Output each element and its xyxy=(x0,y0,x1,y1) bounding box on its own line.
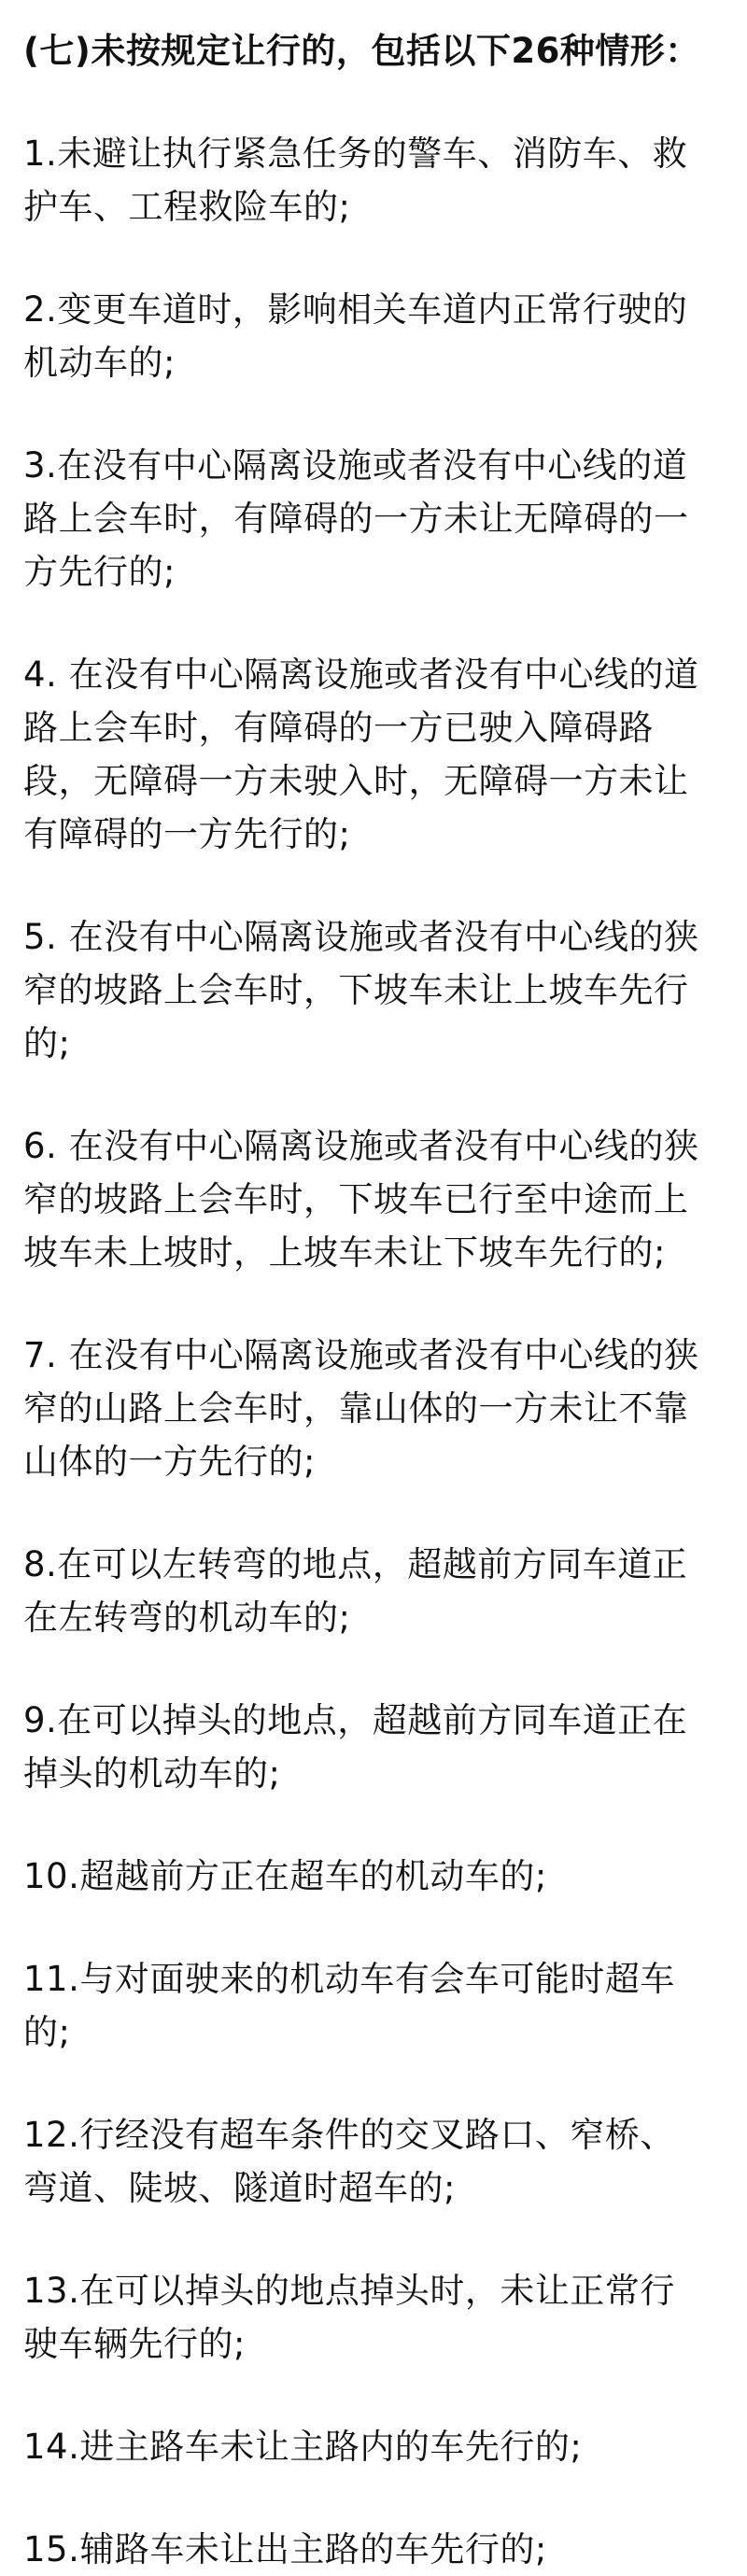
spacer xyxy=(23,2371,733,2420)
spacer xyxy=(23,389,733,439)
rule-item-10: 10.超越前方正在超车的机动车的; xyxy=(23,1856,547,1896)
spacer xyxy=(23,2059,733,2108)
rule-item-5: 5. 在没有中心隔离设施或者没有中心线的狭窄的坡路上会车时，下坡车未让上坡车先行的; xyxy=(23,917,699,1063)
rule-item-12: 12.行经没有超车条件的交叉路口、窄桥、弯道、陡坡、隧道时超车的; xyxy=(23,2115,675,2208)
rule-item-3: 3.在没有中心隔离设施或者没有中心线的道路上会车时，有障碍的一方未让无障碍的一方先行的; xyxy=(23,445,689,592)
rule-item-4: 4. 在没有中心隔离设施或者没有中心线的道路上会车时，有障碍的一方已驶入障碍路段，无障碍一方未驶入时，无障碍一方未让有障碍的一方先行的; xyxy=(23,655,699,854)
rule-item-6: 6. 在没有中心隔离设施或者没有中心线的狭窄的坡路上会车时，下坡车已行至中途而上坡车未上坡时，上坡车未让下坡车先行的; xyxy=(23,1126,699,1273)
rule-item-9: 9.在可以掉头的地点，超越前方同车道正在掉头的机动车的; xyxy=(23,1700,688,1794)
spacer xyxy=(23,2215,733,2264)
article-body xyxy=(23,24,733,2576)
rule-item-11: 11.与对面驶来的机动车有会车可能时超车的; xyxy=(23,1959,675,2052)
section-heading: (七)未按规定让行的，包括以下26种情形： xyxy=(23,31,700,71)
spacer xyxy=(23,2473,733,2523)
rule-item-13: 13.在可以掉头的地点掉头时，未让正常行驶车辆先行的; xyxy=(23,2271,675,2364)
rule-item-7: 7. 在没有中心隔离设施或者没有中心线的狭窄的山路上会车时，靠山体的一方未让不靠山体的一方先行的; xyxy=(23,1335,699,1482)
spacer xyxy=(23,1903,733,1952)
spacer xyxy=(23,1070,733,1119)
spacer xyxy=(23,861,733,910)
spacer xyxy=(23,598,733,648)
spacer xyxy=(23,233,733,283)
spacer xyxy=(23,1644,733,1694)
spacer xyxy=(23,1279,733,1329)
rule-item-1: 1.未避让执行紧急任务的警车、消防车、救护车、工程救险车的; xyxy=(23,134,688,227)
rule-item-8: 8.在可以左转弯的地点，超越前方同车道正在左转弯的机动车的; xyxy=(23,1544,688,1638)
rule-item-15: 15.辅路车未让出主路的车先行的; xyxy=(23,2529,547,2569)
spacer xyxy=(23,1488,733,1538)
spacer xyxy=(23,77,733,127)
rule-item-14: 14.进主路车未让主路内的车先行的; xyxy=(23,2427,583,2467)
spacer xyxy=(23,1800,733,1850)
rule-item-2: 2.变更车道时，影响相关车道内正常行驶的机动车的; xyxy=(23,289,688,383)
